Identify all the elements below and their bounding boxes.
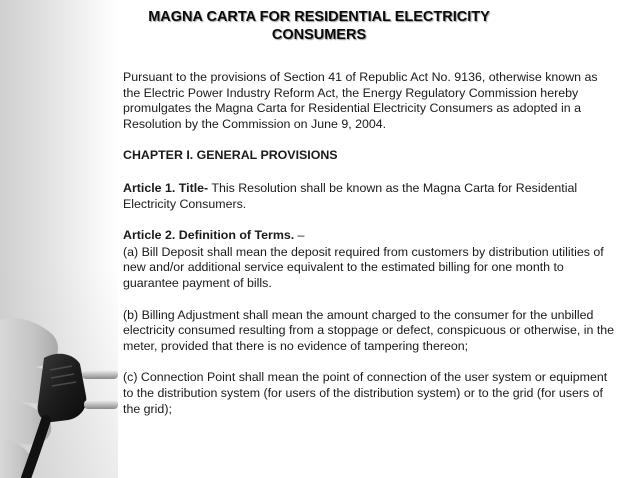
article-2-heading-line — [123, 228, 615, 244]
definition-a: (a) Bill Deposit shall mean the deposit required from customers by distribution utilities of new and/or additional service equivalent to the estimated billing for one month to guarantee payment of bills. — [123, 244, 604, 290]
document-title — [130, 8, 508, 44]
article-1-text: This Resolution shall be known as the Magna Carta for Residential Electricity Consumers. — [123, 180, 578, 211]
definition-c: (c) Connection Point shall mean the point of connection of the user system or equipment to the distribution system (for users of the distribution system) or to the grid (for users of the grid); — [123, 370, 608, 416]
title-line-2: CONSUMERS — [271, 27, 367, 43]
chapter-heading: CHAPTER I. GENERAL PROVISIONS — [123, 148, 338, 163]
definition-b: (b) Billing Adjustment shall mean the amount charged to the consumer for the unbilled electricity consumed resulting from a stoppage or defect, conspicuous or otherwise, in the meter, provided that there is no evidence of tampering thereon; — [123, 307, 615, 353]
title-line-1: MAGNA CARTA FOR RESIDENTIAL ELECTRICITY — [148, 9, 490, 25]
article-2-dash: – — [294, 228, 305, 243]
intro-paragraph: Pursuant to the provisions of Section 41 of Republic Act No. 9136, otherwise known as the Electric Power Industry Reform Act, the Energy Regulatory Commission hereby promulgates the Magna Carta for Residential Electricity Consumers as adopted in a Resolution by the Commission on June 9, 2004. — [123, 70, 598, 131]
article-1 — [123, 181, 615, 212]
article-2-heading: Article 2. Definition of Terms. — [123, 228, 295, 243]
article-1-heading: Article 1. Title- — [123, 180, 209, 195]
document-body — [123, 70, 615, 417]
electric-plug-illustration — [0, 300, 125, 478]
